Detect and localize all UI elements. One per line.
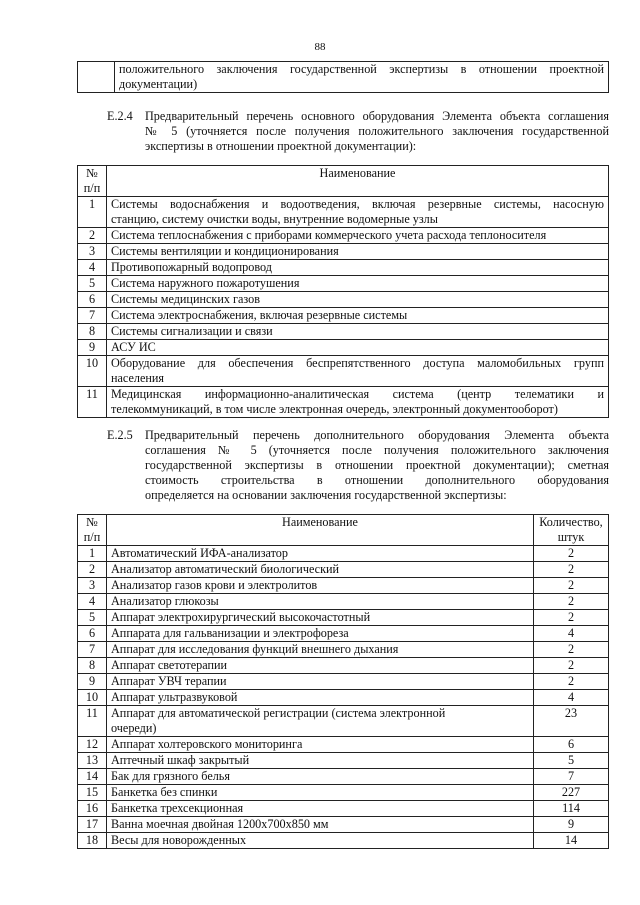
row-name-line: Ванна моечная двойная 1200х700х850 мм [111, 817, 329, 831]
row-name [107, 610, 534, 626]
section-line: Предварительный перечень дополнительного оборудования Элемента объекта [145, 428, 609, 442]
row-num: 3 [78, 244, 107, 260]
table-row [78, 658, 609, 674]
row-name-line: Аппарат холтеровского мониторинга [111, 737, 303, 751]
row-text-line2: документации) [119, 77, 198, 91]
section-e25 [107, 428, 609, 506]
row-name [107, 642, 534, 658]
section-text [145, 428, 609, 503]
row-name-line: Аппарат для автоматической регистрации (система электронной [111, 706, 446, 720]
header-qty-line: штук [557, 530, 585, 544]
table-row [78, 546, 609, 562]
row-name [107, 546, 534, 562]
row-qty: 2 [534, 658, 609, 674]
table-row [78, 690, 609, 706]
row-name: Системы медицинских газов [107, 292, 609, 308]
row-qty: 5 [534, 753, 609, 769]
table-row [78, 308, 609, 324]
row-name [107, 753, 534, 769]
table-row [78, 197, 609, 228]
header-qty [534, 515, 609, 546]
table-row [78, 340, 609, 356]
page-number: 88 [314, 41, 326, 53]
row-num: 6 [78, 626, 107, 642]
row-name [107, 197, 609, 228]
row-name [107, 801, 534, 817]
row-qty: 7 [534, 769, 609, 785]
row-qty: 9 [534, 817, 609, 833]
row-qty: 4 [534, 626, 609, 642]
table-row [78, 769, 609, 785]
header-num [78, 515, 107, 546]
row-name: Системы вентиляции и кондиционирования [107, 244, 609, 260]
header-num-line: № [86, 515, 98, 529]
row-name-line: Аппарата для гальванизации и электрофореза [111, 626, 349, 640]
table-row [78, 626, 609, 642]
row-name [107, 356, 609, 387]
row-name-line: Системы водоснабжения и водоотведения, включая резервные системы, насосную [111, 197, 604, 211]
table-row [78, 260, 609, 276]
section-number: E.2.4 [107, 109, 133, 123]
row-name-line: Анализатор автоматический биологический [111, 562, 340, 576]
row-name-line: Аппарат светотерапии [111, 658, 228, 672]
row-name-line: Анализатор газов крови и электролитов [111, 578, 318, 592]
row-name-line: Аптечный шкаф закрытый [111, 753, 250, 767]
table-row [78, 594, 609, 610]
row-num: 7 [78, 308, 107, 324]
section-line: государственной экспертизы в отношении проектной документации); сметная [145, 458, 609, 472]
row-name-line: Аппарат ультразвуковой [111, 690, 238, 704]
row-name: Система электроснабжения, включая резервные системы [107, 308, 609, 324]
section-number: E.2.5 [107, 428, 133, 442]
header-num-line: п/п [83, 181, 101, 195]
row-qty: 2 [534, 578, 609, 594]
row-qty: 14 [534, 833, 609, 849]
table-row [78, 817, 609, 833]
row-num: 1 [78, 546, 107, 562]
section-line: стоимость строительства в отношении дополнительного оборудования [145, 473, 609, 487]
row-num: 8 [78, 324, 107, 340]
row-qty: 2 [534, 562, 609, 578]
row-name-line: Банкетка без спинки [111, 785, 218, 799]
additional-equipment-table [77, 514, 609, 849]
row-num: 18 [78, 833, 107, 849]
row-name [107, 658, 534, 674]
table-row [78, 276, 609, 292]
row-name-line: Оборудование для обеспечения беспрепятственного доступа маломобильных групп [111, 356, 604, 370]
table-row [78, 801, 609, 817]
table-row [78, 62, 609, 93]
table-row [78, 292, 609, 308]
row-num: 11 [78, 706, 107, 737]
row-num: 5 [78, 610, 107, 626]
row-num: 10 [78, 690, 107, 706]
row-qty: 2 [534, 674, 609, 690]
main-equipment-table [77, 165, 609, 418]
row-name [107, 833, 534, 849]
row-name-line: очереди) [111, 721, 157, 735]
row-name-line: Медицинская информационно-аналитическая система (центр телематики и [111, 387, 604, 401]
row-name-line: Анализатор глюкозы [111, 594, 219, 608]
row-name [107, 785, 534, 801]
table-row [78, 706, 609, 737]
table-row [78, 833, 609, 849]
row-num: 4 [78, 594, 107, 610]
row-num: 15 [78, 785, 107, 801]
table-header-row [78, 166, 609, 197]
row-name [107, 737, 534, 753]
row-qty: 2 [534, 642, 609, 658]
header-name: Наименование [107, 166, 609, 197]
header-num-line: п/п [83, 530, 101, 544]
row-num: 1 [78, 197, 107, 228]
row-name-line: станцию, систему очистки воды, внутренние водомерные узлы [111, 212, 438, 226]
row-name [107, 817, 534, 833]
row-qty: 6 [534, 737, 609, 753]
row-qty: 23 [534, 706, 609, 737]
row-name: Противопожарный водопровод [107, 260, 609, 276]
row-name-line: Банкетка трехсекционная [111, 801, 244, 815]
row-name-line: Аппарат УВЧ терапии [111, 674, 227, 688]
row-num: 9 [78, 674, 107, 690]
row-name [107, 769, 534, 785]
row-num: 8 [78, 658, 107, 674]
section-line: соглашения № 5 (уточняется после получения положительного заключения [145, 443, 609, 457]
row-num: 5 [78, 276, 107, 292]
section-line: экспертизы в отношении проектной документации): [145, 139, 417, 153]
row-qty: 114 [534, 801, 609, 817]
row-qty: 2 [534, 546, 609, 562]
row-name: Система теплоснабжения с приборами коммерческого учета расхода теплоносителя [107, 228, 609, 244]
row-name [107, 706, 534, 737]
row-name [107, 626, 534, 642]
header-name: Наименование [107, 515, 534, 546]
row-qty: 4 [534, 690, 609, 706]
row-name-line: Аппарат электрохирургический высокочастотный [111, 610, 371, 624]
table-row [78, 610, 609, 626]
table-row [78, 228, 609, 244]
row-name [107, 578, 534, 594]
row-name [107, 562, 534, 578]
row-num: 9 [78, 340, 107, 356]
row-name-line: телекоммуникаций, в том числе электронная очередь, электронный документооборот) [111, 402, 558, 416]
continuation-table [77, 61, 609, 93]
table-row [78, 753, 609, 769]
header-qty-line: Количество, [539, 515, 603, 529]
row-num: 16 [78, 801, 107, 817]
row-name-line: Автоматический ИФА-анализатор [111, 546, 288, 560]
table-row [78, 324, 609, 340]
row-text-line1: положительного заключения государственной экспертизы в отношении проектной [119, 62, 604, 76]
section-e24 [107, 109, 609, 157]
row-num: 6 [78, 292, 107, 308]
row-num: 13 [78, 753, 107, 769]
table-row [78, 356, 609, 387]
row-num: 17 [78, 817, 107, 833]
num-cell [78, 62, 115, 93]
row-num: 10 [78, 356, 107, 387]
section-line: № 5 (уточняется после получения положительного заключения государственной [145, 124, 609, 138]
row-name [107, 594, 534, 610]
row-name: Система наружного пожаротушения [107, 276, 609, 292]
row-qty: 227 [534, 785, 609, 801]
row-num: 14 [78, 769, 107, 785]
table-row [78, 737, 609, 753]
table-row [78, 244, 609, 260]
table-row [78, 785, 609, 801]
table-header-row [78, 515, 609, 546]
row-qty: 2 [534, 594, 609, 610]
section-text [145, 109, 609, 154]
row-name [107, 690, 534, 706]
row-num: 12 [78, 737, 107, 753]
table-row [78, 674, 609, 690]
row-name [107, 387, 609, 418]
row-qty: 2 [534, 610, 609, 626]
row-num: 3 [78, 578, 107, 594]
section-line: определяется на основании заключения государственной экспертизы: [145, 488, 507, 502]
table-row [78, 562, 609, 578]
row-name: АСУ ИС [107, 340, 609, 356]
row-name-line: Аппарат для исследования функций внешнего дыхания [111, 642, 399, 656]
section-line: Предварительный перечень основного оборудования Элемента объекта соглашения [145, 109, 609, 123]
name-cell [115, 62, 609, 93]
row-name-line: Весы для новорожденных [111, 833, 247, 847]
table-row [78, 642, 609, 658]
row-num: 2 [78, 562, 107, 578]
row-name [107, 674, 534, 690]
row-num: 2 [78, 228, 107, 244]
row-name-line: населения [111, 371, 165, 385]
row-num: 7 [78, 642, 107, 658]
row-num: 4 [78, 260, 107, 276]
header-num-line: № [86, 166, 98, 180]
row-num: 11 [78, 387, 107, 418]
row-name: Системы сигнализации и связи [107, 324, 609, 340]
row-name-line: Бак для грязного белья [111, 769, 230, 783]
header-num [78, 166, 107, 197]
table-row [78, 387, 609, 418]
table-row [78, 578, 609, 594]
